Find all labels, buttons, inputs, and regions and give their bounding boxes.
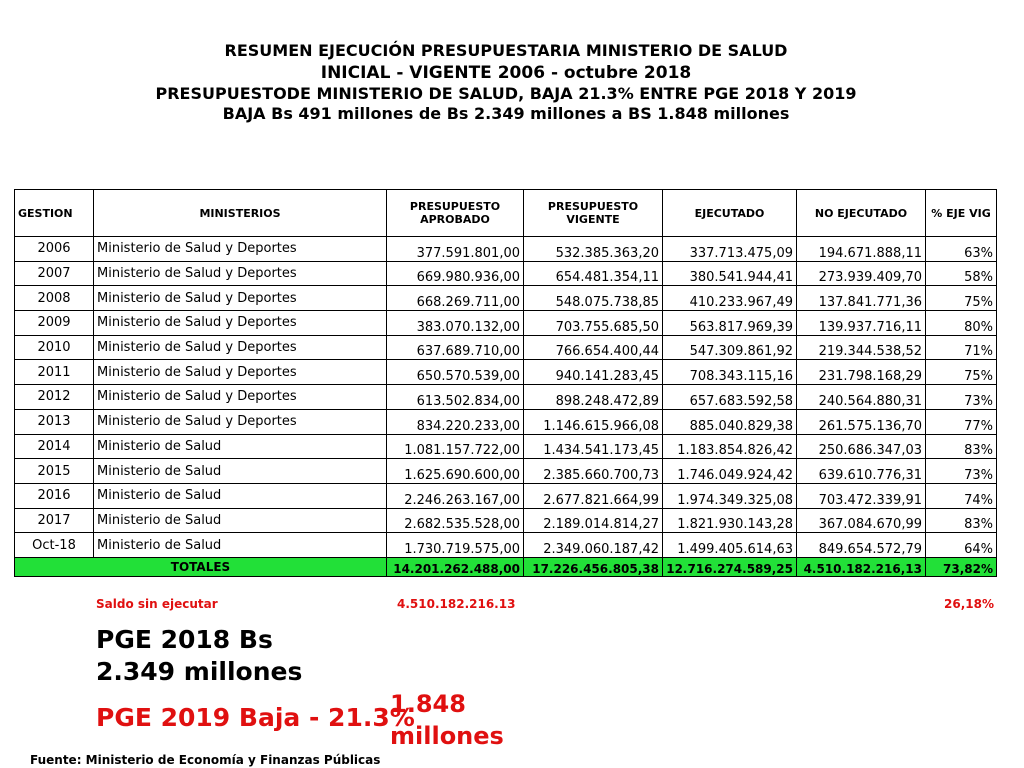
cell-ministerio: Ministerio de Salud y Deportes (94, 409, 387, 434)
cell-no-ejecutado: 139.937.716,11 (797, 311, 926, 336)
cell-aprobado: 637.689.710,00 (387, 335, 524, 360)
saldo-value: 4.510.182.216.13 (397, 597, 516, 611)
title-line-1: RESUMEN EJECUCIÓN PRESUPUESTARIA MINISTERIO DE SALUD (224, 41, 788, 60)
table-row (15, 311, 997, 336)
totals-ejecutado: 12.716.274.589,25 (663, 557, 797, 576)
cell-aprobado: 383.070.132,00 (387, 311, 524, 336)
cell-ejecutado: 1.746.049.924,42 (663, 459, 797, 484)
cell-ejecutado: 563.817.969,39 (663, 311, 797, 336)
table-row (15, 508, 997, 533)
cell-pct: 75% (926, 360, 997, 385)
cell-ejecutado: 657.683.592,58 (663, 385, 797, 410)
header-presupuesto-aprobado: PRESUPUESTO APROBADO (387, 190, 524, 237)
cell-aprobado: 2.246.263.167,00 (387, 483, 524, 508)
cell-pct: 73% (926, 459, 997, 484)
header-ejecutado: EJECUTADO (663, 190, 797, 237)
cell-gestion: 2017 (15, 508, 94, 533)
cell-vigente: 1.434.541.173,45 (524, 434, 663, 459)
totals-pct: 73,82% (926, 557, 997, 576)
cell-gestion: 2012 (15, 385, 94, 410)
cell-ejecutado: 410.233.967,49 (663, 286, 797, 311)
totals-no-ejecutado: 4.510.182.216,13 (797, 557, 926, 576)
table-row (15, 385, 997, 410)
cell-ministerio: Ministerio de Salud y Deportes (94, 237, 387, 262)
cell-no-ejecutado: 137.841.771,36 (797, 286, 926, 311)
table-row (15, 459, 997, 484)
cell-aprobado: 650.570.539,00 (387, 360, 524, 385)
cell-ejecutado: 337.713.475,09 (663, 237, 797, 262)
cell-ministerio: Ministerio de Salud y Deportes (94, 335, 387, 360)
cell-ejecutado: 547.309.861,92 (663, 335, 797, 360)
saldo-label: Saldo sin ejecutar (96, 597, 218, 611)
cell-no-ejecutado: 367.084.670,99 (797, 508, 926, 533)
cell-vigente: 2.385.660.700,73 (524, 459, 663, 484)
cell-ministerio: Ministerio de Salud (94, 508, 387, 533)
cell-pct: 75% (926, 286, 997, 311)
cell-ministerio: Ministerio de Salud y Deportes (94, 286, 387, 311)
totals-row (15, 557, 997, 576)
cell-no-ejecutado: 231.798.168,29 (797, 360, 926, 385)
cell-vigente: 940.141.283,45 (524, 360, 663, 385)
cell-ejecutado: 380.541.944,41 (663, 261, 797, 286)
table-row (15, 261, 997, 286)
totals-vigente: 17.226.456.805,38 (524, 557, 663, 576)
cell-aprobado: 613.502.834,00 (387, 385, 524, 410)
cell-aprobado: 669.980.936,00 (387, 261, 524, 286)
source-note: Fuente: Ministerio de Economía y Finanzas Públicas (30, 753, 381, 767)
cell-ejecutado: 1.821.930.143,28 (663, 508, 797, 533)
title-line-2: INICIAL - VIGENTE 2006 - octubre 2018 (320, 63, 692, 83)
header-gestion: GESTION (15, 190, 94, 237)
cell-vigente: 532.385.363,20 (524, 237, 663, 262)
header-no-ejecutado: NO EJECUTADO (797, 190, 926, 237)
pge-2018-note: PGE 2018 Bs 2.349 millones (96, 625, 303, 686)
cell-pct: 64% (926, 533, 997, 558)
cell-no-ejecutado: 240.564.880,31 (797, 385, 926, 410)
cell-gestion: 2008 (15, 286, 94, 311)
table-row (15, 286, 997, 311)
table-row (15, 483, 997, 508)
table-header-row (15, 190, 997, 237)
cell-gestion: 2009 (15, 311, 94, 336)
cell-aprobado: 1.730.719.575,00 (387, 533, 524, 558)
cell-pct: 73% (926, 385, 997, 410)
cell-ministerio: Ministerio de Salud (94, 434, 387, 459)
budget-table (14, 189, 997, 577)
cell-ministerio: Ministerio de Salud y Deportes (94, 360, 387, 385)
cell-gestion: 2010 (15, 335, 94, 360)
totals-label: TOTALES (15, 557, 387, 576)
header-presupuesto-vigente: PRESUPUESTO VIGENTE (524, 190, 663, 237)
cell-no-ejecutado: 219.344.538,52 (797, 335, 926, 360)
cell-no-ejecutado: 273.939.409,70 (797, 261, 926, 286)
cell-pct: 77% (926, 409, 997, 434)
cell-ministerio: Ministerio de Salud y Deportes (94, 261, 387, 286)
table-row (15, 533, 997, 558)
cell-pct: 83% (926, 508, 997, 533)
table-row (15, 335, 997, 360)
cell-pct: 71% (926, 335, 997, 360)
cell-pct: 74% (926, 483, 997, 508)
cell-ejecutado: 708.343.115,16 (663, 360, 797, 385)
table-row (15, 409, 997, 434)
totals-aprobado: 14.201.262.488,00 (387, 557, 524, 576)
cell-aprobado: 1.081.157.722,00 (387, 434, 524, 459)
cell-pct: 80% (926, 311, 997, 336)
cell-aprobado: 2.682.535.528,00 (387, 508, 524, 533)
table-row (15, 360, 997, 385)
header-pct-eje-vig: % EJE VIG (926, 190, 997, 237)
cell-gestion: 2007 (15, 261, 94, 286)
cell-ejecutado: 1.974.349.325,08 (663, 483, 797, 508)
table-row (15, 237, 997, 262)
cell-vigente: 654.481.354,11 (524, 261, 663, 286)
cell-vigente: 898.248.472,89 (524, 385, 663, 410)
pge-2019-millones: 1.848 millones (390, 690, 504, 750)
table-row (15, 434, 997, 459)
cell-vigente: 703.755.685,50 (524, 311, 663, 336)
cell-aprobado: 834.220.233,00 (387, 409, 524, 434)
saldo-pct: 26,18% (944, 597, 994, 611)
cell-ejecutado: 1.183.854.826,42 (663, 434, 797, 459)
cell-no-ejecutado: 849.654.572,79 (797, 533, 926, 558)
cell-ministerio: Ministerio de Salud y Deportes (94, 311, 387, 336)
cell-gestion: Oct-18 (15, 533, 94, 558)
cell-no-ejecutado: 261.575.136,70 (797, 409, 926, 434)
cell-gestion: 2015 (15, 459, 94, 484)
cell-ejecutado: 1.499.405.614,63 (663, 533, 797, 558)
cell-aprobado: 1.625.690.600,00 (387, 459, 524, 484)
cell-pct: 83% (926, 434, 997, 459)
header-ministerios: MINISTERIOS (94, 190, 387, 237)
cell-no-ejecutado: 194.671.888,11 (797, 237, 926, 262)
cell-aprobado: 377.591.801,00 (387, 237, 524, 262)
cell-vigente: 2.677.821.664,99 (524, 483, 663, 508)
cell-ministerio: Ministerio de Salud (94, 459, 387, 484)
cell-ministerio: Ministerio de Salud (94, 533, 387, 558)
cell-gestion: 2013 (15, 409, 94, 434)
cell-gestion: 2011 (15, 360, 94, 385)
cell-no-ejecutado: 250.686.347,03 (797, 434, 926, 459)
cell-vigente: 2.349.060.187,42 (524, 533, 663, 558)
cell-vigente: 548.075.738,85 (524, 286, 663, 311)
cell-ministerio: Ministerio de Salud y Deportes (94, 385, 387, 410)
cell-gestion: 2006 (15, 237, 94, 262)
cell-pct: 63% (926, 237, 997, 262)
cell-aprobado: 668.269.711,00 (387, 286, 524, 311)
title-line-4: BAJA Bs 491 millones de Bs 2.349 millones a BS 1.848 millones (222, 104, 790, 123)
cell-ministerio: Ministerio de Salud (94, 483, 387, 508)
cell-pct: 58% (926, 261, 997, 286)
cell-gestion: 2014 (15, 434, 94, 459)
cell-no-ejecutado: 703.472.339,91 (797, 483, 926, 508)
cell-vigente: 2.189.014.814,27 (524, 508, 663, 533)
cell-vigente: 1.146.615.966,08 (524, 409, 663, 434)
cell-gestion: 2016 (15, 483, 94, 508)
cell-ejecutado: 885.040.829,38 (663, 409, 797, 434)
cell-vigente: 766.654.400,44 (524, 335, 663, 360)
cell-no-ejecutado: 639.610.776,31 (797, 459, 926, 484)
pge-2019-note: PGE 2019 Baja - 21.3% (96, 703, 415, 732)
title-line-3: PRESUPUESTODE MINISTERIO DE SALUD, BAJA 21.3% ENTRE PGE 2018 Y 2019 (155, 84, 857, 103)
title-block (0, 40, 1012, 124)
